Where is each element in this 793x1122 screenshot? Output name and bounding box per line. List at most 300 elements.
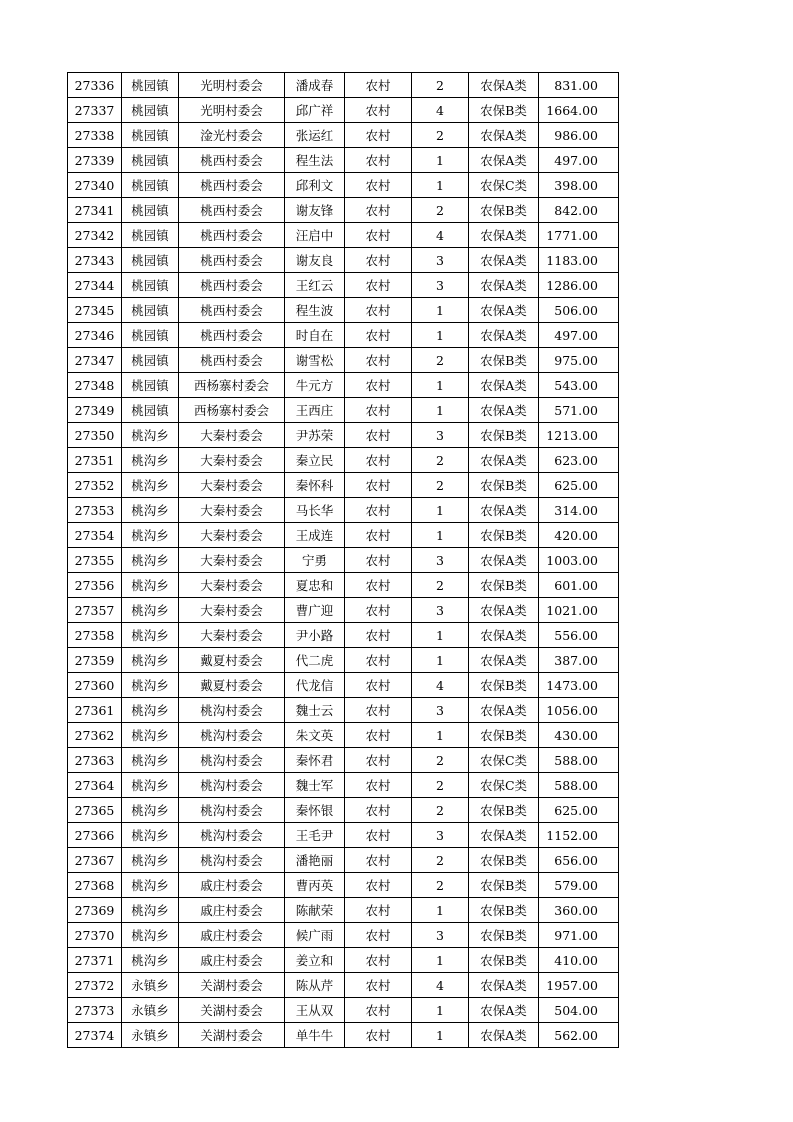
insurance-category-cell: 农保A类 bbox=[469, 248, 539, 273]
amount-cell: 975.00 bbox=[539, 348, 619, 373]
amount-cell: 506.00 bbox=[539, 298, 619, 323]
insurance-category-cell: 农保A类 bbox=[469, 998, 539, 1023]
amount-cell: 497.00 bbox=[539, 323, 619, 348]
table-row bbox=[68, 848, 619, 873]
amount-cell: 497.00 bbox=[539, 148, 619, 173]
village-committee-cell: 戚庄村委会 bbox=[179, 948, 285, 973]
household-type-cell: 农村 bbox=[345, 648, 412, 673]
village-committee-cell: 西杨寨村委会 bbox=[179, 373, 285, 398]
person-name-cell: 时自在 bbox=[285, 323, 345, 348]
insurance-category-cell: 农保C类 bbox=[469, 748, 539, 773]
table-row bbox=[68, 173, 619, 198]
record-id-cell: 27371 bbox=[68, 948, 122, 973]
amount-cell: 986.00 bbox=[539, 123, 619, 148]
record-id-cell: 27359 bbox=[68, 648, 122, 673]
record-id-cell: 27373 bbox=[68, 998, 122, 1023]
village-committee-cell: 桃沟村委会 bbox=[179, 848, 285, 873]
record-id-cell: 27351 bbox=[68, 448, 122, 473]
table-row bbox=[68, 148, 619, 173]
town-cell: 桃园镇 bbox=[122, 173, 179, 198]
amount-cell: 588.00 bbox=[539, 773, 619, 798]
household-type-cell: 农村 bbox=[345, 498, 412, 523]
household-type-cell: 农村 bbox=[345, 73, 412, 98]
amount-cell: 504.00 bbox=[539, 998, 619, 1023]
member-count-cell: 3 bbox=[412, 823, 469, 848]
person-name-cell: 潘成春 bbox=[285, 73, 345, 98]
town-cell: 桃沟乡 bbox=[122, 598, 179, 623]
record-id-cell: 27337 bbox=[68, 98, 122, 123]
town-cell: 桃沟乡 bbox=[122, 573, 179, 598]
table-row bbox=[68, 573, 619, 598]
village-committee-cell: 桃沟村委会 bbox=[179, 823, 285, 848]
member-count-cell: 2 bbox=[412, 123, 469, 148]
town-cell: 桃园镇 bbox=[122, 298, 179, 323]
member-count-cell: 3 bbox=[412, 598, 469, 623]
person-name-cell: 邱广祥 bbox=[285, 98, 345, 123]
village-committee-cell: 桃西村委会 bbox=[179, 223, 285, 248]
town-cell: 桃沟乡 bbox=[122, 798, 179, 823]
person-name-cell: 汪启中 bbox=[285, 223, 345, 248]
table-row bbox=[68, 973, 619, 998]
household-type-cell: 农村 bbox=[345, 748, 412, 773]
household-type-cell: 农村 bbox=[345, 148, 412, 173]
household-type-cell: 农村 bbox=[345, 873, 412, 898]
amount-cell: 1003.00 bbox=[539, 548, 619, 573]
household-type-cell: 农村 bbox=[345, 423, 412, 448]
table-row bbox=[68, 98, 619, 123]
member-count-cell: 1 bbox=[412, 498, 469, 523]
household-type-cell: 农村 bbox=[345, 998, 412, 1023]
member-count-cell: 2 bbox=[412, 73, 469, 98]
record-id-cell: 27352 bbox=[68, 473, 122, 498]
person-name-cell: 马长华 bbox=[285, 498, 345, 523]
record-id-cell: 27340 bbox=[68, 173, 122, 198]
amount-cell: 314.00 bbox=[539, 498, 619, 523]
village-committee-cell: 大秦村委会 bbox=[179, 598, 285, 623]
village-committee-cell: 桃西村委会 bbox=[179, 273, 285, 298]
person-name-cell: 牛元方 bbox=[285, 373, 345, 398]
village-committee-cell: 桃西村委会 bbox=[179, 198, 285, 223]
town-cell: 桃园镇 bbox=[122, 398, 179, 423]
table-row bbox=[68, 798, 619, 823]
table-row bbox=[68, 598, 619, 623]
insurance-category-cell: 农保B类 bbox=[469, 923, 539, 948]
member-count-cell: 1 bbox=[412, 1023, 469, 1048]
member-count-cell: 1 bbox=[412, 648, 469, 673]
town-cell: 永镇乡 bbox=[122, 1023, 179, 1048]
amount-cell: 625.00 bbox=[539, 473, 619, 498]
table-row bbox=[68, 998, 619, 1023]
table-row bbox=[68, 898, 619, 923]
record-id-cell: 27362 bbox=[68, 723, 122, 748]
table-row bbox=[68, 648, 619, 673]
table-row bbox=[68, 373, 619, 398]
household-type-cell: 农村 bbox=[345, 323, 412, 348]
household-type-cell: 农村 bbox=[345, 523, 412, 548]
village-committee-cell: 桃沟村委会 bbox=[179, 723, 285, 748]
member-count-cell: 2 bbox=[412, 848, 469, 873]
village-committee-cell: 关湖村委会 bbox=[179, 1023, 285, 1048]
amount-cell: 562.00 bbox=[539, 1023, 619, 1048]
insurance-category-cell: 农保B类 bbox=[469, 673, 539, 698]
person-name-cell: 王毛尹 bbox=[285, 823, 345, 848]
person-name-cell: 尹小路 bbox=[285, 623, 345, 648]
person-name-cell: 代龙信 bbox=[285, 673, 345, 698]
person-name-cell: 夏忠和 bbox=[285, 573, 345, 598]
person-name-cell: 秦怀科 bbox=[285, 473, 345, 498]
amount-cell: 656.00 bbox=[539, 848, 619, 873]
record-id-cell: 27363 bbox=[68, 748, 122, 773]
table-row bbox=[68, 748, 619, 773]
person-name-cell: 单牛牛 bbox=[285, 1023, 345, 1048]
insurance-category-cell: 农保A类 bbox=[469, 498, 539, 523]
member-count-cell: 1 bbox=[412, 173, 469, 198]
household-type-cell: 农村 bbox=[345, 898, 412, 923]
town-cell: 桃沟乡 bbox=[122, 848, 179, 873]
insurance-category-cell: 农保A类 bbox=[469, 823, 539, 848]
insurance-category-cell: 农保B类 bbox=[469, 948, 539, 973]
person-name-cell: 陈献荣 bbox=[285, 898, 345, 923]
records-table bbox=[67, 72, 619, 1048]
person-name-cell: 曹丙英 bbox=[285, 873, 345, 898]
household-type-cell: 农村 bbox=[345, 923, 412, 948]
household-type-cell: 农村 bbox=[345, 348, 412, 373]
person-name-cell: 潘艳丽 bbox=[285, 848, 345, 873]
village-committee-cell: 大秦村委会 bbox=[179, 448, 285, 473]
village-committee-cell: 关湖村委会 bbox=[179, 973, 285, 998]
record-id-cell: 27342 bbox=[68, 223, 122, 248]
member-count-cell: 1 bbox=[412, 323, 469, 348]
amount-cell: 1152.00 bbox=[539, 823, 619, 848]
member-count-cell: 2 bbox=[412, 348, 469, 373]
record-id-cell: 27336 bbox=[68, 73, 122, 98]
household-type-cell: 农村 bbox=[345, 848, 412, 873]
insurance-category-cell: 农保B类 bbox=[469, 873, 539, 898]
person-name-cell: 朱文英 bbox=[285, 723, 345, 748]
record-id-cell: 27372 bbox=[68, 973, 122, 998]
member-count-cell: 1 bbox=[412, 523, 469, 548]
table-row bbox=[68, 198, 619, 223]
insurance-category-cell: 农保B类 bbox=[469, 898, 539, 923]
person-name-cell: 谢友良 bbox=[285, 248, 345, 273]
amount-cell: 556.00 bbox=[539, 623, 619, 648]
village-committee-cell: 大秦村委会 bbox=[179, 473, 285, 498]
household-type-cell: 农村 bbox=[345, 198, 412, 223]
household-type-cell: 农村 bbox=[345, 248, 412, 273]
amount-cell: 387.00 bbox=[539, 648, 619, 673]
person-name-cell: 王成连 bbox=[285, 523, 345, 548]
insurance-category-cell: 农保B类 bbox=[469, 523, 539, 548]
person-name-cell: 代二虎 bbox=[285, 648, 345, 673]
town-cell: 桃园镇 bbox=[122, 98, 179, 123]
household-type-cell: 农村 bbox=[345, 723, 412, 748]
record-id-cell: 27346 bbox=[68, 323, 122, 348]
record-id-cell: 27364 bbox=[68, 773, 122, 798]
table-row bbox=[68, 223, 619, 248]
town-cell: 桃沟乡 bbox=[122, 498, 179, 523]
record-id-cell: 27356 bbox=[68, 573, 122, 598]
record-id-cell: 27354 bbox=[68, 523, 122, 548]
table-row bbox=[68, 698, 619, 723]
member-count-cell: 4 bbox=[412, 98, 469, 123]
town-cell: 桃园镇 bbox=[122, 348, 179, 373]
village-committee-cell: 戚庄村委会 bbox=[179, 873, 285, 898]
table-row bbox=[68, 923, 619, 948]
village-committee-cell: 大秦村委会 bbox=[179, 523, 285, 548]
town-cell: 桃园镇 bbox=[122, 223, 179, 248]
person-name-cell: 程生波 bbox=[285, 298, 345, 323]
member-count-cell: 3 bbox=[412, 248, 469, 273]
village-committee-cell: 戴夏村委会 bbox=[179, 648, 285, 673]
member-count-cell: 1 bbox=[412, 998, 469, 1023]
town-cell: 桃沟乡 bbox=[122, 873, 179, 898]
record-id-cell: 27353 bbox=[68, 498, 122, 523]
town-cell: 永镇乡 bbox=[122, 998, 179, 1023]
village-committee-cell: 桃西村委会 bbox=[179, 248, 285, 273]
town-cell: 桃沟乡 bbox=[122, 623, 179, 648]
amount-cell: 601.00 bbox=[539, 573, 619, 598]
village-committee-cell: 桃西村委会 bbox=[179, 173, 285, 198]
town-cell: 桃沟乡 bbox=[122, 723, 179, 748]
town-cell: 桃园镇 bbox=[122, 248, 179, 273]
person-name-cell: 候广雨 bbox=[285, 923, 345, 948]
amount-cell: 1664.00 bbox=[539, 98, 619, 123]
insurance-category-cell: 农保A类 bbox=[469, 323, 539, 348]
amount-cell: 1286.00 bbox=[539, 273, 619, 298]
household-type-cell: 农村 bbox=[345, 773, 412, 798]
table-row bbox=[68, 248, 619, 273]
village-committee-cell: 大秦村委会 bbox=[179, 548, 285, 573]
village-committee-cell: 桃西村委会 bbox=[179, 148, 285, 173]
town-cell: 桃沟乡 bbox=[122, 898, 179, 923]
insurance-category-cell: 农保A类 bbox=[469, 648, 539, 673]
record-id-cell: 27365 bbox=[68, 798, 122, 823]
insurance-category-cell: 农保B类 bbox=[469, 348, 539, 373]
record-id-cell: 27361 bbox=[68, 698, 122, 723]
household-type-cell: 农村 bbox=[345, 373, 412, 398]
insurance-category-cell: 农保A类 bbox=[469, 623, 539, 648]
insurance-category-cell: 农保A类 bbox=[469, 698, 539, 723]
member-count-cell: 4 bbox=[412, 223, 469, 248]
person-name-cell: 宁勇 bbox=[285, 548, 345, 573]
insurance-category-cell: 农保C类 bbox=[469, 173, 539, 198]
person-name-cell: 魏士云 bbox=[285, 698, 345, 723]
amount-cell: 623.00 bbox=[539, 448, 619, 473]
town-cell: 桃园镇 bbox=[122, 73, 179, 98]
household-type-cell: 农村 bbox=[345, 973, 412, 998]
amount-cell: 831.00 bbox=[539, 73, 619, 98]
village-committee-cell: 关湖村委会 bbox=[179, 998, 285, 1023]
amount-cell: 842.00 bbox=[539, 198, 619, 223]
member-count-cell: 1 bbox=[412, 723, 469, 748]
record-id-cell: 27374 bbox=[68, 1023, 122, 1048]
insurance-category-cell: 农保A类 bbox=[469, 273, 539, 298]
village-committee-cell: 大秦村委会 bbox=[179, 498, 285, 523]
record-id-cell: 27355 bbox=[68, 548, 122, 573]
amount-cell: 1473.00 bbox=[539, 673, 619, 698]
member-count-cell: 2 bbox=[412, 873, 469, 898]
member-count-cell: 1 bbox=[412, 398, 469, 423]
household-type-cell: 农村 bbox=[345, 448, 412, 473]
amount-cell: 571.00 bbox=[539, 398, 619, 423]
insurance-category-cell: 农保A类 bbox=[469, 223, 539, 248]
member-count-cell: 2 bbox=[412, 473, 469, 498]
village-committee-cell: 光明村委会 bbox=[179, 98, 285, 123]
village-committee-cell: 戚庄村委会 bbox=[179, 898, 285, 923]
record-id-cell: 27369 bbox=[68, 898, 122, 923]
household-type-cell: 农村 bbox=[345, 173, 412, 198]
table-row bbox=[68, 398, 619, 423]
person-name-cell: 谢友锋 bbox=[285, 198, 345, 223]
town-cell: 桃园镇 bbox=[122, 323, 179, 348]
town-cell: 桃园镇 bbox=[122, 373, 179, 398]
member-count-cell: 3 bbox=[412, 923, 469, 948]
member-count-cell: 1 bbox=[412, 298, 469, 323]
village-committee-cell: 淦光村委会 bbox=[179, 123, 285, 148]
insurance-category-cell: 农保B类 bbox=[469, 573, 539, 598]
town-cell: 桃沟乡 bbox=[122, 548, 179, 573]
village-committee-cell: 大秦村委会 bbox=[179, 623, 285, 648]
amount-cell: 543.00 bbox=[539, 373, 619, 398]
member-count-cell: 1 bbox=[412, 898, 469, 923]
amount-cell: 410.00 bbox=[539, 948, 619, 973]
insurance-category-cell: 农保B类 bbox=[469, 198, 539, 223]
town-cell: 桃沟乡 bbox=[122, 473, 179, 498]
person-name-cell: 王从双 bbox=[285, 998, 345, 1023]
insurance-category-cell: 农保B类 bbox=[469, 98, 539, 123]
record-id-cell: 27358 bbox=[68, 623, 122, 648]
household-type-cell: 农村 bbox=[345, 598, 412, 623]
village-committee-cell: 大秦村委会 bbox=[179, 573, 285, 598]
household-type-cell: 农村 bbox=[345, 623, 412, 648]
member-count-cell: 3 bbox=[412, 273, 469, 298]
member-count-cell: 2 bbox=[412, 573, 469, 598]
person-name-cell: 王西庄 bbox=[285, 398, 345, 423]
record-id-cell: 27344 bbox=[68, 273, 122, 298]
village-committee-cell: 桃沟村委会 bbox=[179, 773, 285, 798]
member-count-cell: 3 bbox=[412, 423, 469, 448]
insurance-category-cell: 农保A类 bbox=[469, 148, 539, 173]
village-committee-cell: 光明村委会 bbox=[179, 73, 285, 98]
village-committee-cell: 桃西村委会 bbox=[179, 323, 285, 348]
insurance-category-cell: 农保A类 bbox=[469, 1023, 539, 1048]
table-row bbox=[68, 73, 619, 98]
record-id-cell: 27357 bbox=[68, 598, 122, 623]
record-id-cell: 27349 bbox=[68, 398, 122, 423]
household-type-cell: 农村 bbox=[345, 573, 412, 598]
person-name-cell: 谢雪松 bbox=[285, 348, 345, 373]
table-row bbox=[68, 323, 619, 348]
member-count-cell: 4 bbox=[412, 973, 469, 998]
person-name-cell: 陈从芹 bbox=[285, 973, 345, 998]
insurance-category-cell: 农保A类 bbox=[469, 73, 539, 98]
insurance-category-cell: 农保B类 bbox=[469, 798, 539, 823]
village-committee-cell: 戴夏村委会 bbox=[179, 673, 285, 698]
amount-cell: 971.00 bbox=[539, 923, 619, 948]
person-name-cell: 王红云 bbox=[285, 273, 345, 298]
household-type-cell: 农村 bbox=[345, 823, 412, 848]
town-cell: 桃园镇 bbox=[122, 123, 179, 148]
table-row bbox=[68, 723, 619, 748]
member-count-cell: 2 bbox=[412, 773, 469, 798]
insurance-category-cell: 农保B类 bbox=[469, 848, 539, 873]
insurance-category-cell: 农保A类 bbox=[469, 598, 539, 623]
member-count-cell: 4 bbox=[412, 673, 469, 698]
table-row bbox=[68, 423, 619, 448]
household-type-cell: 农村 bbox=[345, 98, 412, 123]
village-committee-cell: 桃沟村委会 bbox=[179, 698, 285, 723]
insurance-category-cell: 农保A类 bbox=[469, 548, 539, 573]
town-cell: 桃沟乡 bbox=[122, 748, 179, 773]
insurance-category-cell: 农保A类 bbox=[469, 398, 539, 423]
record-id-cell: 27339 bbox=[68, 148, 122, 173]
record-id-cell: 27370 bbox=[68, 923, 122, 948]
amount-cell: 430.00 bbox=[539, 723, 619, 748]
member-count-cell: 2 bbox=[412, 198, 469, 223]
town-cell: 桃沟乡 bbox=[122, 648, 179, 673]
table-row bbox=[68, 123, 619, 148]
household-type-cell: 农村 bbox=[345, 273, 412, 298]
village-committee-cell: 桃沟村委会 bbox=[179, 798, 285, 823]
village-committee-cell: 桃西村委会 bbox=[179, 298, 285, 323]
insurance-category-cell: 农保C类 bbox=[469, 773, 539, 798]
amount-cell: 579.00 bbox=[539, 873, 619, 898]
village-committee-cell: 大秦村委会 bbox=[179, 423, 285, 448]
amount-cell: 1021.00 bbox=[539, 598, 619, 623]
table-row bbox=[68, 1023, 619, 1048]
town-cell: 桃沟乡 bbox=[122, 923, 179, 948]
records-table-body bbox=[68, 73, 619, 1048]
insurance-category-cell: 农保B类 bbox=[469, 423, 539, 448]
person-name-cell: 程生法 bbox=[285, 148, 345, 173]
insurance-category-cell: 农保A类 bbox=[469, 448, 539, 473]
record-id-cell: 27367 bbox=[68, 848, 122, 873]
record-id-cell: 27338 bbox=[68, 123, 122, 148]
record-id-cell: 27345 bbox=[68, 298, 122, 323]
table-row bbox=[68, 473, 619, 498]
town-cell: 桃园镇 bbox=[122, 273, 179, 298]
town-cell: 桃园镇 bbox=[122, 198, 179, 223]
table-row bbox=[68, 348, 619, 373]
person-name-cell: 魏士军 bbox=[285, 773, 345, 798]
household-type-cell: 农村 bbox=[345, 798, 412, 823]
table-row bbox=[68, 673, 619, 698]
insurance-category-cell: 农保A类 bbox=[469, 373, 539, 398]
record-id-cell: 27360 bbox=[68, 673, 122, 698]
amount-cell: 1056.00 bbox=[539, 698, 619, 723]
record-id-cell: 27343 bbox=[68, 248, 122, 273]
town-cell: 桃沟乡 bbox=[122, 673, 179, 698]
household-type-cell: 农村 bbox=[345, 948, 412, 973]
table-row bbox=[68, 773, 619, 798]
town-cell: 桃沟乡 bbox=[122, 948, 179, 973]
table-row bbox=[68, 823, 619, 848]
insurance-category-cell: 农保A类 bbox=[469, 973, 539, 998]
person-name-cell: 秦怀银 bbox=[285, 798, 345, 823]
town-cell: 桃沟乡 bbox=[122, 773, 179, 798]
table-row bbox=[68, 623, 619, 648]
village-committee-cell: 桃西村委会 bbox=[179, 348, 285, 373]
household-type-cell: 农村 bbox=[345, 123, 412, 148]
person-name-cell: 姜立和 bbox=[285, 948, 345, 973]
town-cell: 桃沟乡 bbox=[122, 523, 179, 548]
household-type-cell: 农村 bbox=[345, 223, 412, 248]
record-id-cell: 27348 bbox=[68, 373, 122, 398]
household-type-cell: 农村 bbox=[345, 473, 412, 498]
village-committee-cell: 西杨寨村委会 bbox=[179, 398, 285, 423]
member-count-cell: 1 bbox=[412, 948, 469, 973]
member-count-cell: 3 bbox=[412, 548, 469, 573]
